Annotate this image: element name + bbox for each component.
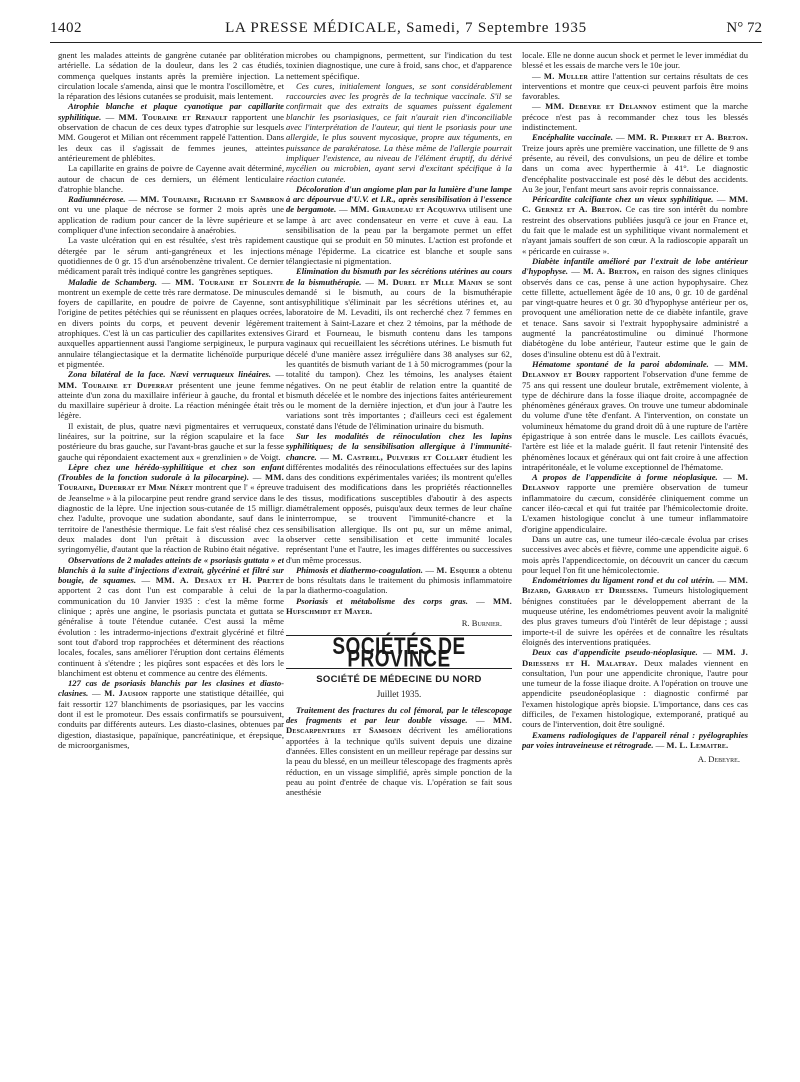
- paragraph: La vaste ulcération qui en est résultée, s'est très rapidement détergée par le sérum anti-gangréneux et les injections quotidiennes de 0 gr. 15 d'un arsénobenzène trivalent. Ce dernier médicament paraît très indiqué contre les gangrènes septiques.: [58, 235, 284, 277]
- article-bismuth: Elimination du bismuth par les sécrétions utérines au cours de la bismuthérapie. — M. Durel et Mlle Manin se sont demandé si le bismuth, au cours de la bismuthérapie antisyphilitique s'éliminait par les sécrétions utérines et, au laboratoire de M. Levaditi, ils ont recherché chez 7 femmes en traitement à Saint-Lazare et chez 2 témoins, par la méthode de Girard et Fourneau, le bismuth contenu dans les tampons vaginaux qui recueillaient les sécrétions utérines. Le bismuth fut décelé d'une manière assez irrégulière dans 38 analyses sur 62, les quantités de bismuth variant de 1 à 50 microgrammes (pour la totalité du tampon). Chez les témoins, les analyses étaient négatives. On ne peut établir de relation entre la quantité de bismuth décelée et le nombre des injections faites antérieurement ou le moment de la dernière injection, et d'un jour à l'autre les variations sont très importantes ; d'ailleurs ceci est également constaté dans l'étude de l'élimination urinaire du bismuth.: [286, 266, 512, 431]
- article-text: rapportent l'observation d'une femme de 75 ans qui ressent une douleur brutale, extrêmement violente, à type de déchirure dans la fosse iliaque droite, accompagnée de phénomènes généraux graves. On trouve une tumeur abdominale du volume d'une tête d'enfant. A l'intervention, on constate un volumineux hématome du grand droit dû à une rupture de l'artère épigastrique à son entrée dans le muscle. Les caillots évacués, l'artère est liée et la malade guérit. Il faut retenir l'intensité des phénomènes locaux et généraux qui ont fait croire à une affection intrapéritonéale, et le volume exceptionnel de l'hématome.: [522, 369, 748, 472]
- article-authors: M. Jausion: [104, 688, 148, 699]
- article-authors: MM. Touraine et Duperrat: [58, 379, 174, 390]
- article-authors: MM. J. Driessens et H. Malatray.: [522, 647, 748, 668]
- article-title: Examens radiologiques de l'appareil rénal : pyélographies par voies intraveineuse et rétrograde.: [522, 729, 748, 750]
- article-authors: MM. Descarpentries et Samsoen: [286, 715, 512, 736]
- article-title: 127 cas de psoriasis blanchis par les clasines et diasto-clasines.: [58, 678, 284, 699]
- column-2: [286, 50, 512, 1065]
- article-endometriomes: Endométriomes du ligament rond et du col utérin. — MM. Bizard, Garraud et Driessens. Tumeurs histologiquement bénignes constituées par le développement aberrant de la muqueuse utérine, les endométriomes peuvent avoir la malignité des plus graves tumeurs d'où l'intérêt de leur dépistage ; aussi importe-t-il de suivre les opérées et de connaître les résultats éloignés des interventions pratiquées.: [522, 575, 748, 647]
- article-authors: MM. Touraine, Richard et Sambron: [140, 194, 284, 205]
- article-psoriasis-guttata: Observations de 2 malades atteints de « psoriasis guttata » et blanchis à la suite d'injections d'extrait, glycériné et filtré sur bougie, de squames. — MM. A. Desaux et H. Pretet apportent 2 cas dont l'un est comparable à celui de la communication du 10 Janvier 1935 : c'est la même forme clinique ; après une angine, le psoriasis punctata et guttata se généralise à toute l'étendue cutanée. C'est aussi la même évolution : les intradermo-injections d'extrait glycériné et filtré sont tout d'abord trop rapprochées et déterminent des réactions locales, focales, sans améliorer l'éruption dont certains éléments continuent à s'étendre ; les piqûres sont espacées et dès lors le blanchiment est obtenu et commence au centre des éléments.: [58, 554, 284, 678]
- article-text: utilisent une lampe à arc avec condensateur en verre et cuve à eau. La sensibilisation de la peau par la bergamote permet un effet caustique qui se produit en 50 minutes. L'action est profonde et ménage l'épiderme. La cicatrice est blanche et souple sans télangiectasie ni pigmentation.: [286, 204, 512, 266]
- article-text: a obtenu de bons résultats dans le traitement du phimosis inflammatoire par la diathermo-coagulation.: [286, 564, 512, 596]
- article-authors: M. Delannoy: [522, 472, 748, 493]
- article-text: Tumeurs histologiquement bénignes constituées par le développement aberrant de la muqueuse utérine, les endométriomes peuvent avoir la malignité des plus graves tumeurs d'où l'intérêt de leur dépistage ; aussi importe-t-il de suivre les opérées et de connaître les résultats éloignés des interventions pratiquées.: [522, 585, 748, 647]
- journal-title: LA PRESSE MÉDICALE, Samedi, 7 Septembre 1935: [225, 20, 587, 36]
- article-lepre: Lèpre chez une hérédo-syphilitique et chez son enfant (Troubles de la fonction sudorale à la pilocarpine). — MM. Touraine, Duperrat et Mme Néret montrent que l' « épreuve de Jeanselme » à la pilocarpine peut rendre grand service dans le diagnostic de la lèpre. Une injection sous-cutanée de 15 milligr. chez l'adulte, provoque une sudation abondante, sauf dans le territoire de l'anesthésie thermique. Le fait s'est réalisé chez ces deux malades dont l'un prêtait à discussion avec la syringomyélie, d'autant que la réaction de Rubino était négative.: [58, 461, 284, 555]
- article-authors: MM. Bizard, Garraud et Driessens.: [522, 575, 748, 596]
- article-authors: MM. Touraine et Renault: [118, 111, 228, 122]
- article-clasines: 127 cas de psoriasis blanchis par les clasines et diasto-clasines. — M. Jausion rapporte une statistique détaillée, qui fait ressortir 127 blanchiments de psoriasiques, par les vaccins dont il est le promoteur. Des essais confirmatifs se poursuivent, conduits par différents auteurs. Les diasto-clasines, obtenues par digestion, diastasique, papaïnique, pancréatinique, et érepsique, de microorganismes,: [58, 678, 284, 750]
- article-schamberg: Maladie de Schamberg. — MM. Touraine et Solente montrent un exemple de cette très rare dermatose. De minuscules foyers de capillarite, en poudre de poivre de Cayenne, sont l'origine de petites pétéchies qui se réunissent en plaques ocrées, en divers points du corps, et peuvent devenir légèrement atrophiques. C'est là un cas particulier des capillarites extensives auxquelles appartiennent aussi l'angiome serpigineux, le purpura annulaire télangiectasique et la dermatite lichénoïde purpurique et pigmentée.: [58, 276, 284, 369]
- article-authors: MM. C. Gernez et A. Breton.: [522, 194, 748, 215]
- society-heading: SOCIÉTÉ DE MÉDECINE DU NORD: [316, 674, 482, 686]
- article-pericardite: Péricardite calcifiante chez un vieux syphilitique. — MM. C. Gernez et A. Breton. Ce cas tire son intérêt du nombre restreint des observations publiées jusqu'à ce jour en France et, du fait que le malade est un syphilitique vivant normalement et n'ayant jamais souffert de son cœur. A la radioscopie apparaît un « péricarde en cuirasse ».: [522, 194, 748, 256]
- paragraph: locale. Elle ne donne aucun shock et permet le lever immédiat du blessé et les essais de marche vers le 10e jour.: [522, 50, 748, 71]
- article-pseudo-neoplasique: Deux cas d'appendicite pseudo-néoplasique. — MM. J. Driessens et H. Malatray. Deux malades viennent en consultation, l'un pour une appendicite chronique, l'autre pour une tumeur de la fosse iliaque droite. A l'opération on trouve une appendicite pseudonéoplasique : diagnostic confirmé par l'examen histologique après biopsie. L'importance, dans ces cas difficiles, de l'examen histologique, extemporané, pratiqué au cours de l'intervention, doit être souligné.: [522, 647, 748, 730]
- section-signature: A. Debeyre.: [697, 754, 740, 765]
- article-authors: MM. Giraudeau et Acquaviva: [350, 204, 467, 215]
- article-title: Radiumnécrose.: [68, 194, 126, 205]
- article-title: Phimosis et diathermo-coagulation.: [296, 564, 423, 575]
- article-authors: MM. A. Desaux et H. Pretet: [155, 575, 284, 586]
- article-radiologiques: Examens radiologiques de l'appareil rénal : pyélographies par voies intraveineuse et rétrograde. — M. L. Lemaitre.: [522, 729, 748, 750]
- article-text: rapporte une première observation de tumeur inflammatoire du cæcum, considérée cliniquement comme un cancer iléo-cæcal et qui fut traitée par l'hémicolectomie droite. L'examen histologique conclut à une tumeur inflammatoire d'origine appendiculaire.: [522, 482, 748, 534]
- article-text: Treize jours après une première vaccination, une fillette de 9 ans présente, au réveil, des convulsions, un peu de délire et tombe dans un coma avec hyperthermie à 41°. Le diagnostic d'encéphalite postvaccinale est posé dès le début des accidents. Au 3e jour, l'enfant meurt sans avoir repris connaissance.: [522, 142, 748, 194]
- section-banner: SOCIÉTÉS DE PROVINCE: [332, 633, 466, 673]
- article-hematome: Hématome spontané de la paroi abdominale. — MM. Delannoy et Boury rapportent l'observation d'une femme de 75 ans qui ressent une douleur brutale, extrêmement violente, à type de déchirure dans la fosse iliaque droite, accompagnée de phénomènes généraux graves. On trouve une tumeur abdominale du volume d'une tête d'enfant. A l'intervention, on constate un volumineux hématome du grand droit dû à une rupture de l'artère épigastrique à son entrée dans le muscle. Les caillots évacués, l'artère est liée et la malade guérit. Il faut retenir l'intensité des phénomènes locaux et généraux qui ont fait croire à une affection intrapéritonéale, et le volume exceptionnel de l'hématome.: [522, 358, 748, 472]
- article-title: Zona bilatéral de la face. Nævi verruqueux linéaires.: [68, 369, 272, 380]
- article-text: décrivent les améliorations apportées à la technique qu'ils suivent depuis une dizaine d'années. Elles consistent en un meilleur repérage par dessins sur la peau du blessé, en un meilleur télescopage des fragments après réduction, en un vissage simplifié, après simple ponction de la peau au point d'entrée de chaque vis. L'opération se fait sous anesthésie: [286, 725, 512, 798]
- paragraph: La capillarite en grains de poivre de Cayenne avait déterminé, autour de chacun de ces derniers, un élément lenticulaire d'atrophie blanche.: [58, 163, 284, 194]
- article-text: montrent que l' « épreuve de Jeanselme » à la pilocarpine peut rendre grand service dans le diagnostic de la lèpre. Une injection sous-cutanée de 15 milligr. chez l'adulte, provoque une sudation abondante, sauf dans le territoire de l'anesthésie thermique. Le fait s'est réalisé chez ces deux malades dont l'un prêtait à discussion avec la syringomyélie, d'autant que la réaction de Rubino était négative.: [58, 482, 284, 555]
- paragraph: Ces cures, initialement longues, se sont considérablement raccourcies avec les progrès de la technique vaccinale. S'il se confirmait que des extraits de squames puissent également blanchir les psoriasiques, ce fait n'aurait rien d'inconciliable avec l'interprétation de l'auteur, qui tient le psoriasis pour une allergide, le plus souvent mycosique, propre aux téguments, en puissance de parakératose. La thèse même de l'allergie pourrait impliquer l'existence, au niveau de l'élément éruptif, du dérivé mycélien ou microbien, ayant servi d'excitant spécifique à la réaction cutanée.: [286, 80, 512, 184]
- article-zona: Zona bilatéral de la face. Nævi verruqueux linéaires. — MM. Touraine et Duperrat présentent une jeune femme atteinte d'un zona du maxillaire inférieur à gauche, du frontal et du maxillaire supérieur à droite. La réaction méningée était très légère.: [58, 369, 284, 421]
- article-atrophie: Atrophie blanche et plaque cyanotique par capillarite syphilitique. — MM. Touraine et Renault rapportent une observation de chacun de ces deux types d'atrophie sur lesquels MM. Gougerot et Milian ont récemment rappelé l'attention. Dans les deux cas il s'agissait de femmes jeunes, atteintes antérieurement de phlébites.: [58, 101, 284, 163]
- paragraph: gnent les malades atteints de gangrène cutanée par oblitération artérielle. La sédation de la douleur, dans les 2 cas étudiés, commença quelques instants après la première injection. La circulation locale s'amenda, ainsi que le montra l'oscillomètre, et la réparation des lésions cutanées se produisit, mais lentement.: [58, 50, 284, 102]
- page-number: 1402: [50, 20, 82, 36]
- article-title: Hématome spontané de la paroi abdominale.: [532, 358, 709, 369]
- article-title: Sur les modalités de réinoculation chez les lapins syphilitiques; de la sensibilisation allergique à l'immunité-chancre.: [286, 430, 512, 462]
- column-3: [522, 50, 748, 1065]
- article-radiumnecrose: Radiumnécrose. — MM. Touraine, Richard et Sambron ont vu une plaque de nécrose se former 2 mois après une application de radium pour cancer de la lèvre supérieure et se compliquer d'une infection secondaire à anaérobies.: [58, 194, 284, 236]
- article-text: étudient les différentes modalités des réinoculations effectuées sur des lapins dans des conditions expérimentales variées; ils montrent qu'elles traduisent des modifications dans les propriétés réactionnelles des tissus, modifications susceptibles d'aboutir à des aspects diamétralement opposés, puisqu'aux deux termes de leur chaîne ininterrompue, se trouvent l'immunité-chancre et la sensibilisation allergique. Ils ont pu, sur un même animal, observer cette sensibilisation et cette immunité locales représentant l'une et l'autre, les images différentes ou successives d'un même processus.: [286, 451, 512, 565]
- session-date: Juillet 1935.: [376, 688, 422, 699]
- article-appendicite-neoplasique: A propos de l'appendicite à forme néoplasique. — M. Delannoy rapporte une première observation de tumeur inflammatoire du cæcum, considérée cliniquement comme un cancer iléo-cæcal et qui fut traitée par l'hémicolectomie droite. L'examen histologique conclut à une tumeur inflammatoire d'origine appendiculaire.: [522, 472, 748, 534]
- article-authors: MM. Touraine et Solente: [175, 276, 284, 287]
- article-authors: M. Castriel, Pulveris et Collart: [332, 451, 468, 462]
- article-authors: MM. Hufschmidt et Mayer.: [286, 595, 512, 617]
- article-text: se sont demandé si le bismuth, au cours de la bismuthérapie antisyphilitique s'éliminait par les sécrétions utérines et, au laboratoire de M. Levaditi, ils ont recherché chez 7 femmes en traitement à Saint-Lazare et chez 2 témoins, par la méthode de Girard et Fourneau, le bismuth contenu dans les tampons vaginaux qui recueillaient les sécrétions utérines. Le bismuth fut décelé d'une manière assez irrégulière dans 38 analyses sur 62, les quantités de bismuth variant de 1 à 50 microgrammes (pour la totalité du tampon). Chez les témoins, les analyses étaient négatives. On ne peut établir de relation entre la quantité de bismuth décelée et le nombre des injections faites antérieurement ou le moment de la dernière injection, et d'un jour à l'autre les variations sont très importantes ; d'ailleurs ceci est également constaté dans l'étude de l'élimination urinaire du bismuth.: [286, 276, 512, 431]
- article-text: rapporte une statistique détaillée, qui fait ressortir 127 blanchiments de psoriasiques, par les vaccins dont il est le promoteur. Des essais confirmatifs se poursuivent, conduits par différents auteurs. Les diasto-clasines, obtenues par digestion, diastasique, papaïnique, pancréatinique, et érepsique, de microorganismes,: [58, 688, 284, 750]
- article-title: Deux cas d'appendicite pseudo-néoplasique.: [532, 647, 698, 658]
- article-title: Endométriomes du ligament rond et du col utérin.: [532, 575, 715, 586]
- paragraph: Il existait, de plus, quatre nævi pigmentaires et verruqueux, linéaires, sur la poitrine, sur la région scapulaire et la face postérieure du bras gauche, sur l'avant-bras gauche et sur la fesse gauche qui répondaient exactement aux « grenzlinien » de Voigt.: [58, 420, 284, 462]
- article-authors: MM. Delannoy et Boury: [522, 358, 748, 380]
- article-encephalite: Encéphalite vaccinale. — MM. R. Pierret et A. Breton. Treize jours après une première vaccination, une fillette de 9 ans présente, au réveil, des convulsions, un peu de délire et tombe dans un coma avec hyperthermie à 41°. Le diagnostic d'encéphalite postvaccinale est posé dès le début des accidents. Au 3e jour, l'enfant meurt sans avoir repris connaissance.: [522, 132, 748, 194]
- article-title: Observations de 2 malades atteints de « psoriasis guttata » et blanchis à la suite d'injections d'extrait, glycériné et filtré sur bougie, de squames.: [58, 554, 284, 586]
- article-text: Deux malades viennent en consultation, l'un pour une appendicite chronique, l'autre pour une tumeur de la fosse iliaque droite. A l'opération on trouve une appendicite pseudonéoplasique : diagnostic confirmé par l'examen histologique après biopsie. L'importance, dans ces cas difficiles, de l'examen histologique, extemporané, pratiqué au cours de l'intervention, doit être souligné.: [522, 657, 748, 730]
- article-authors: MM. Touraine, Duperrat et Mme Néret: [58, 472, 284, 493]
- article-title: Décoloration d'un angiome plan par la lumière d'une lampe à arc dépourvue d'U.V. et I.R., après sensibilisation à l'essence de bergamote.: [286, 183, 512, 215]
- article-authors: MM. R. Pierret et A. Breton.: [627, 132, 748, 143]
- article-text: présentent une jeune femme atteinte d'un zona du maxillaire inférieur à gauche, du frontal et du maxillaire supérieur à droite. La réaction méningée était très légère.: [58, 379, 284, 421]
- column-1: [58, 50, 284, 1065]
- article-corps-gras: Psoriasis et métabolisme des corps gras. — MM. Hufschmidt et Mayer.: [286, 595, 512, 617]
- page-header: [50, 18, 762, 43]
- article-title: Diabète infantile amélioré par l'extrait de lobe antérieur d'hypophyse.: [522, 255, 748, 277]
- article-authors: M. Muller: [543, 70, 589, 81]
- paragraph-debeyre: — MM. Debeyre et Delannoy estiment que la marche précoce n'est pas à recommander chez tous les blessés indistinctement.: [522, 101, 748, 133]
- article-reinoculation: Sur les modalités de réinoculation chez les lapins syphilitiques; de la sensibilisation allergique à l'immunité-chancre. — M. Castriel, Pulveris et Collart étudient les différentes modalités des réinoculations effectuées sur des lapins dans des conditions expérimentales variées; ils montrent qu'elles traduisent des modifications dans les propriétés réactionnelles des tissus, modifications susceptibles d'aboutir à des aspects diamétralement opposés, puisqu'aux deux termes de leur chaîne ininterrompue, se trouvent l'immunité-chancre et la sensibilisation allergique. Ils ont pu, sur un même animal, observer cette sensibilisation et cette immunité locales représentant l'une et l'autre, les images différentes ou successives d'un même processus.: [286, 430, 512, 565]
- article-title: Elimination du bismuth par les sécrétions utérines au cours de la bismuthérapie.: [286, 266, 512, 287]
- article-title: Psoriasis et métabolisme des corps gras.: [296, 595, 468, 606]
- article-phimosis: Phimosis et diathermo-coagulation. — M. Esquier a obtenu de bons résultats dans le traitement du phimosis inflammatoire par la diathermo-coagulation.: [286, 564, 512, 596]
- article-title: Atrophie blanche et plaque cyanotique par capillarite syphilitique.: [58, 101, 284, 122]
- article-text: ont vu une plaque de nécrose se former 2 mois après une application de radium pour cancer de la lèvre supérieure et se compliquer d'une infection secondaire à anaérobies.: [58, 204, 284, 236]
- article-text: Ce cas tire son intérêt du nombre restreint des observations publiées jusqu'à ce jour en France et, du fait que le malade est un syphilitique vivant normalement et n'ayant jamais souffert de son cœur. A la radioscopie apparaît un « péricarde en cuirasse ».: [522, 204, 748, 256]
- paragraph: microbes ou champignons, permettent, sur l'indication du test toxinien diagnostique, une cure à froid, sans choc, et d'apparence nettement spécifique.: [286, 50, 512, 81]
- section-signature: R. Burnier.: [461, 618, 502, 629]
- paragraph: Dans un autre cas, une tumeur iléo-cæcale évolua par crises successives avec abcès et fièvre, comme une appendicite aiguë. 6 mois après l'appendicectomie, on découvrit un cancer du cæcum pour lequel l'on fit une hémicolectomie.: [522, 533, 748, 575]
- article-text: attire l'attention sur certains résultats de ces interventions et montre que ceux-ci peuvent parfois être moins favorables.: [522, 70, 748, 102]
- article-text: apportent 2 cas dont l'un est comparable à celui de la communication du 10 Janvier 1935 : c'est la même forme clinique ; après une angine, le psoriasis punctata et guttata se généralise à toute l'étendue cutanée. C'est aussi la même évolution : les intradermo-injections d'extrait glycériné et filtré sont tout d'abord trop rapprochées et déterminent des réactions locales, focales, sans améliorer l'éruption dont certains éléments continuent à s'étendre ; les piqûres sont espacées et dès lors le blanchiment est obtenu et commence au centre des éléments.: [58, 585, 284, 678]
- article-text: montrent un exemple de cette très rare dermatose. De minuscules foyers de capillarite, en poudre de poivre de Cayenne, sont l'origine de petites pétéchies qui se réunissent en plaques ocrées, en divers points du corps, et peuvent devenir légèrement atrophiques. C'est là un cas particulier des capillarites extensives auxquelles appartiennent aussi l'angiome serpigineux, le purpura annulaire télangiectasique et la dermatite lichénoïde purpurique et pigmentée.: [58, 286, 284, 369]
- article-title: Lèpre chez une hérédo-syphilitique et chez son enfant (Troubles de la fonction sudorale à la pilocarpine).: [58, 461, 284, 483]
- article-col-femoral: Traitement des fractures du col fémoral, par le télescopage des fragments et par leur double vissage. — MM. Descarpentries et Samsoen décrivent les améliorations apportées à la technique qu'ils suivent depuis une dizaine d'années. Elles consistent en un meilleur repérage par dessins sur la peau du blessé, en un meilleur télescopage des fragments après réduction, en un vissage simplifié, après simple ponction de la peau au point d'entrée de chaque vis. L'opération se fait sous anesthésie: [286, 704, 512, 798]
- article-authors: M. L. Lemaitre.: [666, 739, 729, 750]
- article-title: Péricardite calcifiante chez un vieux syphilitique.: [532, 194, 714, 205]
- article-authors: M. Esquier: [436, 564, 480, 575]
- article-angiome: Décoloration d'un angiome plan par la lumière d'une lampe à arc dépourvue d'U.V. et I.R., après sensibilisation à l'essence de bergamote. — MM. Giraudeau et Acquaviva utilisent une lampe à arc avec condensateur en verre et cuve à eau. La sensibilisation de la peau par la bergamote permet un effet caustique qui se produit en 50 minutes. L'action est profonde et ménage l'épiderme. La cicatrice est blanche et souple sans télangiectasie ni pigmentation.: [286, 183, 512, 266]
- article-text: estiment que la marche précoce n'est pas à recommander chez tous les blessés indistinctement.: [522, 101, 748, 133]
- article-authors: MM. Debeyre et Delannoy: [545, 101, 657, 112]
- article-text: en raison des signes cliniques observés dans ce cas, pense à une action hypophysaire. Chez cette fillette, actuellement âgée de 10 ans, 0 gr. 10 de gardénal par vingt-quatre heures et 0 gr. 30 d'hypophyse antérieur per os, provoquent une amélioration nette de ce diabète infantile, grave et tenace. Sans savoir si l'extrait hypophysaire administré a augmenté la pancréatostimuline ou diminué l'hormone diabétogène du lobe antérieur, l'auteur estime que le gain de doses d'insuline obtenu est dû à l'extrait.: [522, 266, 748, 359]
- issue-number: N° 72: [726, 20, 762, 36]
- article-title: A propos de l'appendicite à forme néoplasique.: [532, 472, 718, 483]
- paragraph-muller: — M. Muller attire l'attention sur certains résultats de ces interventions et montre que ceux-ci peuvent parfois être moins favorables.: [522, 70, 748, 102]
- article-text: rapportent une observation de chacun de ces deux types d'atrophie sur lesquels MM. Gougerot et Milian ont récemment rappelé l'attention. Dans les deux cas il s'agissait de femmes jeunes, atteintes antérieurement de phlébites.: [58, 111, 284, 163]
- article-title: Traitement des fractures du col fémoral, par le télescopage des fragments et par leur double vissage.: [286, 704, 512, 726]
- article-authors: M. Durel et Mlle Manin: [377, 276, 483, 287]
- article-authors: M. A. Breton,: [582, 266, 640, 277]
- article-title: Encéphalite vaccinale.: [532, 132, 614, 143]
- article-diabete: Diabète infantile amélioré par l'extrait de lobe antérieur d'hypophyse. — M. A. Breton, en raison des signes cliniques observés dans ce cas, pense à une action hypophysaire. Chez cette fillette, actuellement âgée de 10 ans, 0 gr. 10 de gardénal par vingt-quatre heures et 0 gr. 30 d'hypophyse antérieur per os, provoquent une amélioration nette de ce diabète infantile, grave et tenace. Sans savoir si l'extrait hypophysaire administré a augmenté la pancréatostimuline ou diminué l'hormone diabétogène du lobe antérieur, l'auteur estime que le gain de doses d'insuline obtenu est dû à l'extrait.: [522, 255, 748, 359]
- article-title: Maladie de Schamberg.: [68, 276, 157, 287]
